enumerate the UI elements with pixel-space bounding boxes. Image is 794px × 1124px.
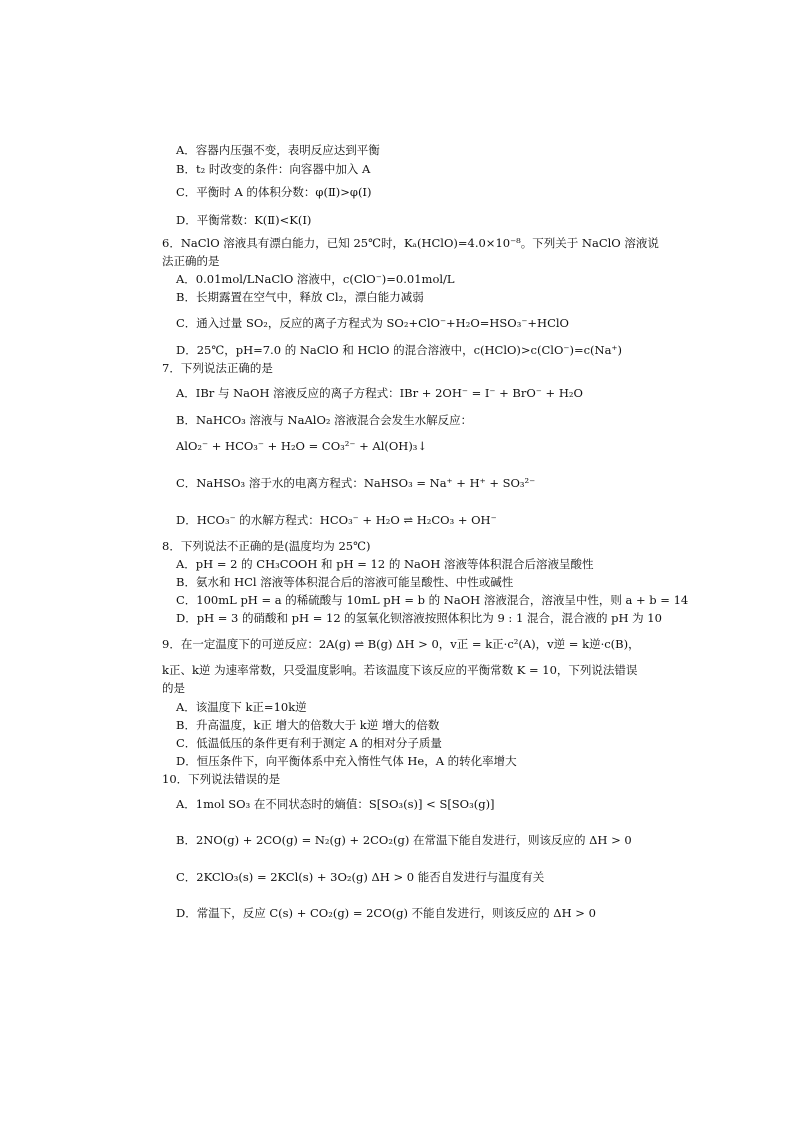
q6-option-c: C．通入过量 SO₂，反应的离子方程式为 SO₂+ClO⁻+H₂O=HSO₃⁻+HClO [176,316,569,330]
q8-option-c: C．100mL pH = a 的稀硫酸与 10mL pH = b 的 NaOH 溶液混合，溶液呈中性，则 a + b = 14 [176,593,689,607]
q5-option-d: D．平衡常数：K(Ⅱ)<K(Ⅰ) [176,213,312,227]
q10-option-a: A．1mol SO₃ 在不同状态时的熵值：S[SO₃(s)] < S[SO₃(g)] [176,797,495,811]
q7-option-a: A．IBr 与 NaOH 溶液反应的离子方程式：IBr + 2OH⁻ = I⁻ + BrO⁻ + H₂O [176,386,583,400]
q9-option-b: B．升高温度，k正 增大的倍数大于 k逆 增大的倍数 [176,718,440,732]
q9-option-a: A．该温度下 k正=10k逆 [176,700,307,714]
q6-option-a: A．0.01mol/LNaClO 溶液中，c(ClO⁻)=0.01mol/L [176,272,455,286]
q5-option-b: B．t₂ 时改变的条件：向容器中加入 A [176,162,371,176]
q7-option-b-line1: B．NaHCO₃ 溶液与 NaAlO₂ 溶液混合会发生水解反应： [176,413,473,427]
q6-stem-line1: 6．NaClO 溶液具有漂白能力，已知 25℃时，Kₐ(HClO)=4.0×10⁻⁸。下列关于 NaClO 溶液说 [162,236,659,250]
q10-option-b: B．2NO(g) + 2CO(g) = N₂(g) + 2CO₂(g) 在常温下能自发进行，则该反应的 ΔH > 0 [176,833,632,847]
q6-stem-line2: 法正确的是 [162,254,220,268]
q9-stem-line2: k正、k逆 为速率常数，只受温度影响。若该温度下该反应的平衡常数 K = 10，下列说法错误 [162,663,638,677]
q7-option-d: D．HCO₃⁻ 的水解方程式：HCO₃⁻ + H₂O ⇌ H₂CO₃ + OH⁻ [176,513,497,527]
q8-stem: 8．下列说法不正确的是(温度均为 25℃) [162,539,371,553]
q9-option-d: D．恒压条件下，向平衡体系中充入惰性气体 He，A 的转化率增大 [176,754,517,768]
q9-stem-line3: 的是 [162,681,185,695]
q7-option-b-line2: AlO₂⁻ + HCO₃⁻ + H₂O = CO₃²⁻ + Al(OH)₃↓ [176,439,428,453]
q7-option-c: C．NaHSO₃ 溶于水的电离方程式：NaHSO₃ = Na⁺ + H⁺ + SO₃²⁻ [176,476,536,490]
q6-option-b: B．长期露置在空气中，释放 Cl₂，漂白能力减弱 [176,290,424,304]
q10-option-d: D．常温下，反应 C(s) + CO₂(g) = 2CO(g) 不能自发进行，则该反应的 ΔH > 0 [176,906,596,920]
q9-option-c: C．低温低压的条件更有利于测定 A 的相对分子质量 [176,736,442,750]
q10-option-c: C．2KClO₃(s) = 2KCl(s) + 3O₂(g) ΔH > 0 能否自发进行与温度有关 [176,870,545,884]
q5-option-a: A．容器内压强不变，表明反应达到平衡 [176,143,380,157]
q5-option-c: C．平衡时 A 的体积分数：φ(Ⅱ)>φ(Ⅰ) [176,185,372,199]
q10-stem: 10．下列说法错误的是 [162,772,281,786]
q7-stem: 7．下列说法正确的是 [162,361,273,375]
q6-option-d: D．25℃，pH=7.0 的 NaClO 和 HClO 的混合溶液中，c(HClO)>c(ClO⁻)=c(Na⁺) [176,343,622,357]
q8-option-a: A．pH = 2 的 CH₃COOH 和 pH = 12 的 NaOH 溶液等体积混合后溶液呈酸性 [176,557,594,571]
q8-option-b: B．氨水和 HCl 溶液等体积混合后的溶液可能呈酸性、中性或碱性 [176,575,514,589]
q9-stem-line1: 9．在一定温度下的可逆反应：2A(g) ⇌ B(g) ΔH > 0，v正 = k正·c²(A)，v逆 = k逆·c(B)， [162,637,640,651]
q8-option-d: D．pH = 3 的硝酸和 pH = 12 的氢氧化钡溶液按照体积比为 9 : 1 混合，混合液的 pH 为 10 [176,611,662,625]
